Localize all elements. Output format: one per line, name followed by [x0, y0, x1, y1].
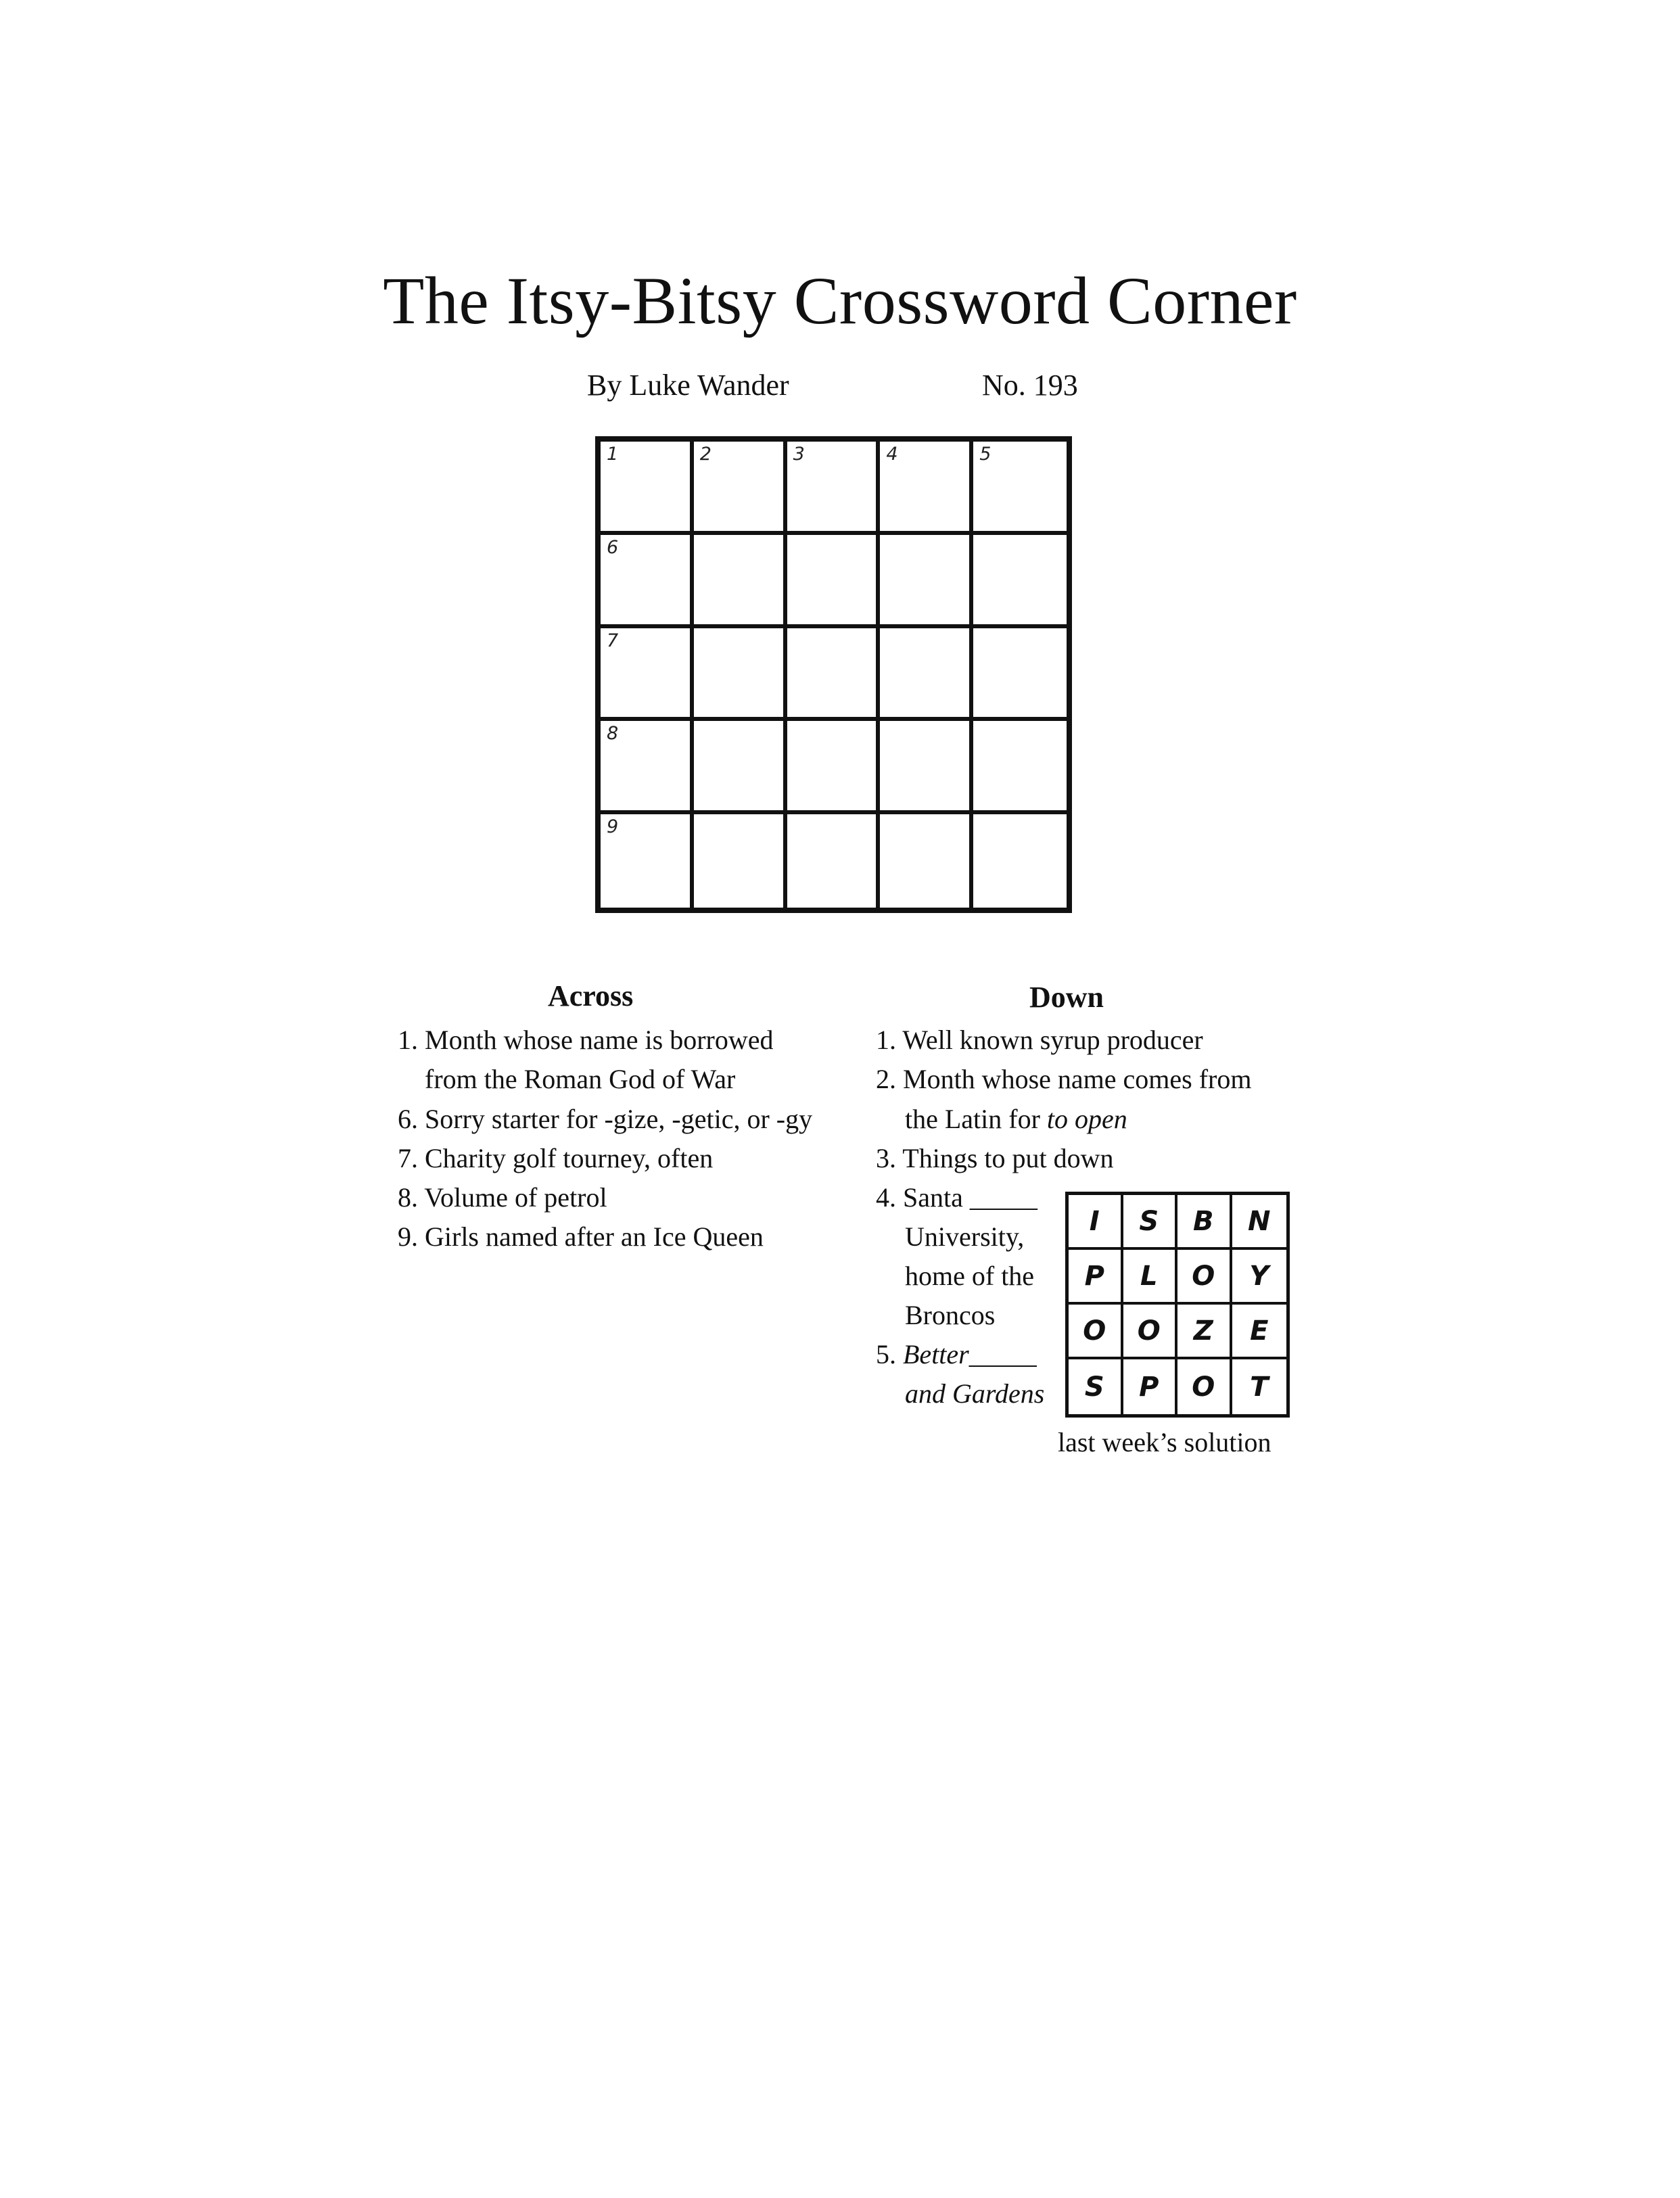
down-clue-number: 5.	[876, 1339, 896, 1370]
clue-number: 6	[607, 536, 619, 558]
solution-cell: E	[1232, 1305, 1287, 1359]
grid-cell[interactable]	[973, 535, 1067, 628]
clue-number: 2	[699, 444, 711, 465]
down-clue-italic: to open	[1046, 1104, 1127, 1134]
solution-cell: T	[1250, 1371, 1269, 1403]
grid-cell[interactable]	[694, 814, 787, 908]
solution-grid	[1065, 1192, 1290, 1418]
solution-cell: O	[1177, 1250, 1232, 1305]
solution-cell: P	[1123, 1359, 1178, 1414]
grid-cell[interactable]	[694, 721, 787, 814]
down-clue-continuation: and Gardens	[905, 1378, 1045, 1409]
solution-cell: N	[1232, 1195, 1287, 1250]
clue-number: 5	[979, 444, 991, 465]
down-clue-continuation: Broncos	[905, 1300, 996, 1330]
grid-cell[interactable]	[601, 721, 694, 814]
grid-cell[interactable]	[787, 628, 881, 722]
grid-cell[interactable]	[694, 628, 787, 722]
grid-cell[interactable]	[880, 721, 973, 814]
down-heading: Down	[1029, 981, 1104, 1014]
grid-cell[interactable]	[880, 814, 973, 908]
clue-number: 8	[607, 723, 619, 745]
down-clue	[876, 1338, 1037, 1372]
across-clue-continuation: from the Roman God of War	[425, 1064, 736, 1094]
issue-number: No. 193	[982, 369, 1078, 402]
solution-cell: O	[1177, 1359, 1232, 1414]
grid-cell[interactable]	[601, 442, 694, 535]
grid-cell[interactable]	[787, 814, 881, 908]
grid-cell[interactable]	[973, 721, 1067, 814]
solution-cell: S	[1069, 1359, 1123, 1414]
across-clue: 7. Charity golf tourney, often	[398, 1143, 714, 1173]
solution-cell: B	[1177, 1195, 1232, 1250]
solution-cell: L	[1123, 1250, 1178, 1305]
author-byline: By Luke Wander	[587, 369, 789, 402]
across-clue: 1. Month whose name is borrowed	[398, 1025, 774, 1055]
solution-caption: last week’s solution	[1058, 1427, 1271, 1457]
grid-cell[interactable]	[601, 535, 694, 628]
grid-cell[interactable]	[880, 442, 973, 535]
down-clue-italic: Better_____	[903, 1339, 1037, 1370]
down-clue: 3. Things to put down	[876, 1143, 1114, 1173]
clue-number: 7	[607, 630, 619, 651]
grid-cell[interactable]	[880, 535, 973, 628]
grid-cell[interactable]	[601, 814, 694, 908]
grid-cell[interactable]	[601, 628, 694, 722]
grid-cell[interactable]	[787, 721, 881, 814]
grid-cell[interactable]	[787, 442, 881, 535]
clue-number: 3	[793, 444, 805, 465]
clue-number: 1	[607, 444, 619, 465]
down-clue: 4. Santa _____	[876, 1182, 1037, 1213]
across-heading: Across	[548, 979, 634, 1012]
down-clue-continuation: home of the	[905, 1261, 1035, 1291]
down-clue-text: the Latin for	[905, 1104, 1040, 1134]
down-clue-continuation	[905, 1102, 1127, 1136]
solution-cell: I	[1069, 1195, 1123, 1250]
across-clue: 8. Volume of petrol	[398, 1182, 607, 1213]
down-clue: 1. Well known syrup producer	[876, 1025, 1203, 1055]
grid-cell[interactable]	[973, 442, 1067, 535]
grid-cell[interactable]	[694, 442, 787, 535]
grid-cell[interactable]	[880, 628, 973, 722]
solution-cell: O	[1123, 1305, 1178, 1359]
puzzle-title: The Itsy-Bitsy Crossword Corner	[383, 263, 1297, 338]
solution-cell: O	[1069, 1305, 1123, 1359]
across-clue: 9. Girls named after an Ice Queen	[398, 1221, 764, 1252]
grid-cell[interactable]	[973, 814, 1067, 908]
across-clue: 6. Sorry starter for -gize, -getic, or -gy	[398, 1104, 813, 1134]
clue-number: 4	[886, 444, 898, 465]
solution-cell: Z	[1177, 1305, 1232, 1359]
solution-cell: P	[1069, 1250, 1123, 1305]
solution-cell: Y	[1232, 1250, 1287, 1305]
down-clue-continuation: University,	[905, 1221, 1025, 1252]
grid-cell[interactable]	[787, 535, 881, 628]
crossword-grid	[595, 436, 1072, 913]
clue-number: 9	[607, 816, 619, 838]
down-clue: 2. Month whose name comes from	[876, 1064, 1252, 1094]
grid-cell[interactable]	[973, 628, 1067, 722]
grid-cell[interactable]	[694, 535, 787, 628]
solution-cell: S	[1123, 1195, 1178, 1250]
